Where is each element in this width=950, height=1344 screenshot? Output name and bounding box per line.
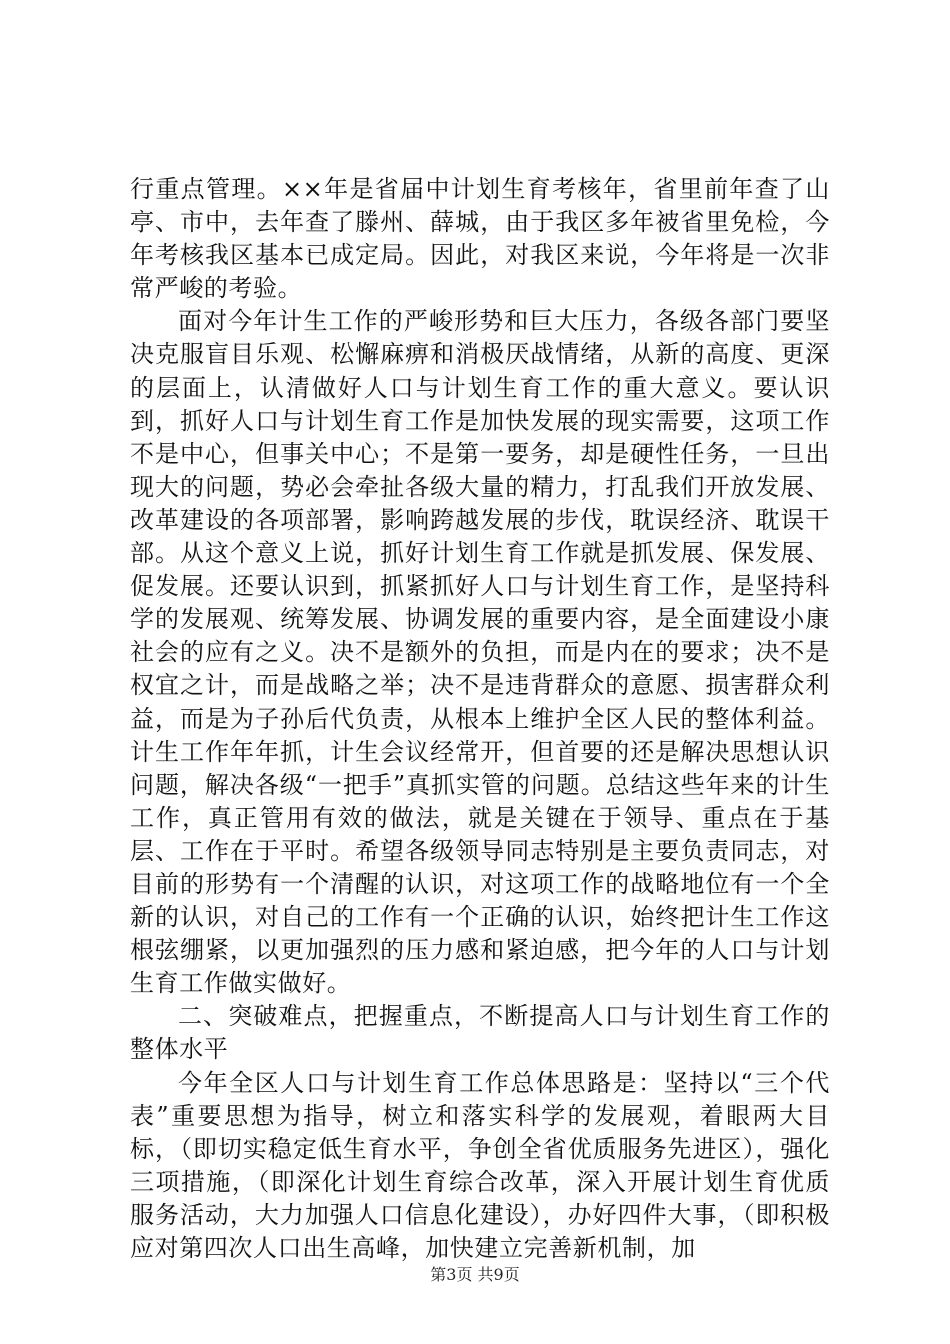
section-heading-2: 二、突破难点，把握重点，不断提高人口与计划生育工作的整体水平 bbox=[130, 1002, 830, 1064]
document-body bbox=[130, 173, 830, 1265]
page-number: 第3页 共9页 bbox=[430, 1265, 520, 1284]
paragraph-significance: 面对今年计生工作的严峻形势和巨大压力，各级各部门要坚决克服盲目乐观、松懈麻痹和消极厌战情绪，从新的高度、更深的层面上，认清做好人口与计划生育工作的重大意义。要认识到，抓好人口与计划生育工作是加快发展的现实需要，这项工作不是中心，但事关中心；不是第一要务，却是硬性任务，一旦出现大的问题，势必会牵扯各级大量的精力，打乱我们开放发展、改革建设的各项部署，影响跨越发展的步伐，耽误经济、耽误干部。从这个意义上说，抓好计划生育工作就是抓发展、保发展、促发展。还要认识到，抓紧抓好人口与计划生育工作，是坚持科学的发展观、统筹发展、协调发展的重要内容，是全面建设小康社会的应有之义。决不是额外的负担，而是内在的要求；决不是权宜之计，而是战略之举；决不是违背群众的意愿、损害群众利益，而是为子孙后代负责，从根本上维护全区人民的整体利益。计生工作年年抓，计生会议经常开，但首要的还是解决思想认识问题，解决各级“一把手”真抓实管的问题。总结这些年来的计生工作，真正管用有效的做法，就是关键在于领导、重点在于基层、工作在于平时。希望各级领导同志特别是主要负责同志，对目前的形势有一个清醒的认识，对这项工作的战略地位有一个全新的认识，对自己的工作有一个正确的认识，始终把计生工作这根弦绷紧，以更加强烈的压力感和紧迫感，把今年的人口与计划生育工作做实做好。 bbox=[130, 307, 830, 998]
paragraph-overall-approach: 今年全区人口与计划生育工作总体思路是：坚持以“三个代表”重要思想为指导，树立和落实科学的发展观，着眼两大目标，（即切实稳定低生育水平，争创全省优质服务先进区），强化三项措施，（即深化计划生育综合改革，深入开展计划生育优质服务活动，大力加强人口信息化建设），办好四件大事，（即积极应对第四次人口出生高峰，加快建立完善新机制，加 bbox=[130, 1068, 830, 1262]
paragraph-continuation: 行重点管理。××年是省届中计划生育考核年，省里前年查了山亭、市中，去年查了滕州、薛城，由于我区多年被省里免检，今年考核我区基本已成定局。因此，对我区来说，今年将是一次非常严峻的考验。 bbox=[130, 175, 830, 303]
page-footer bbox=[0, 1265, 950, 1285]
